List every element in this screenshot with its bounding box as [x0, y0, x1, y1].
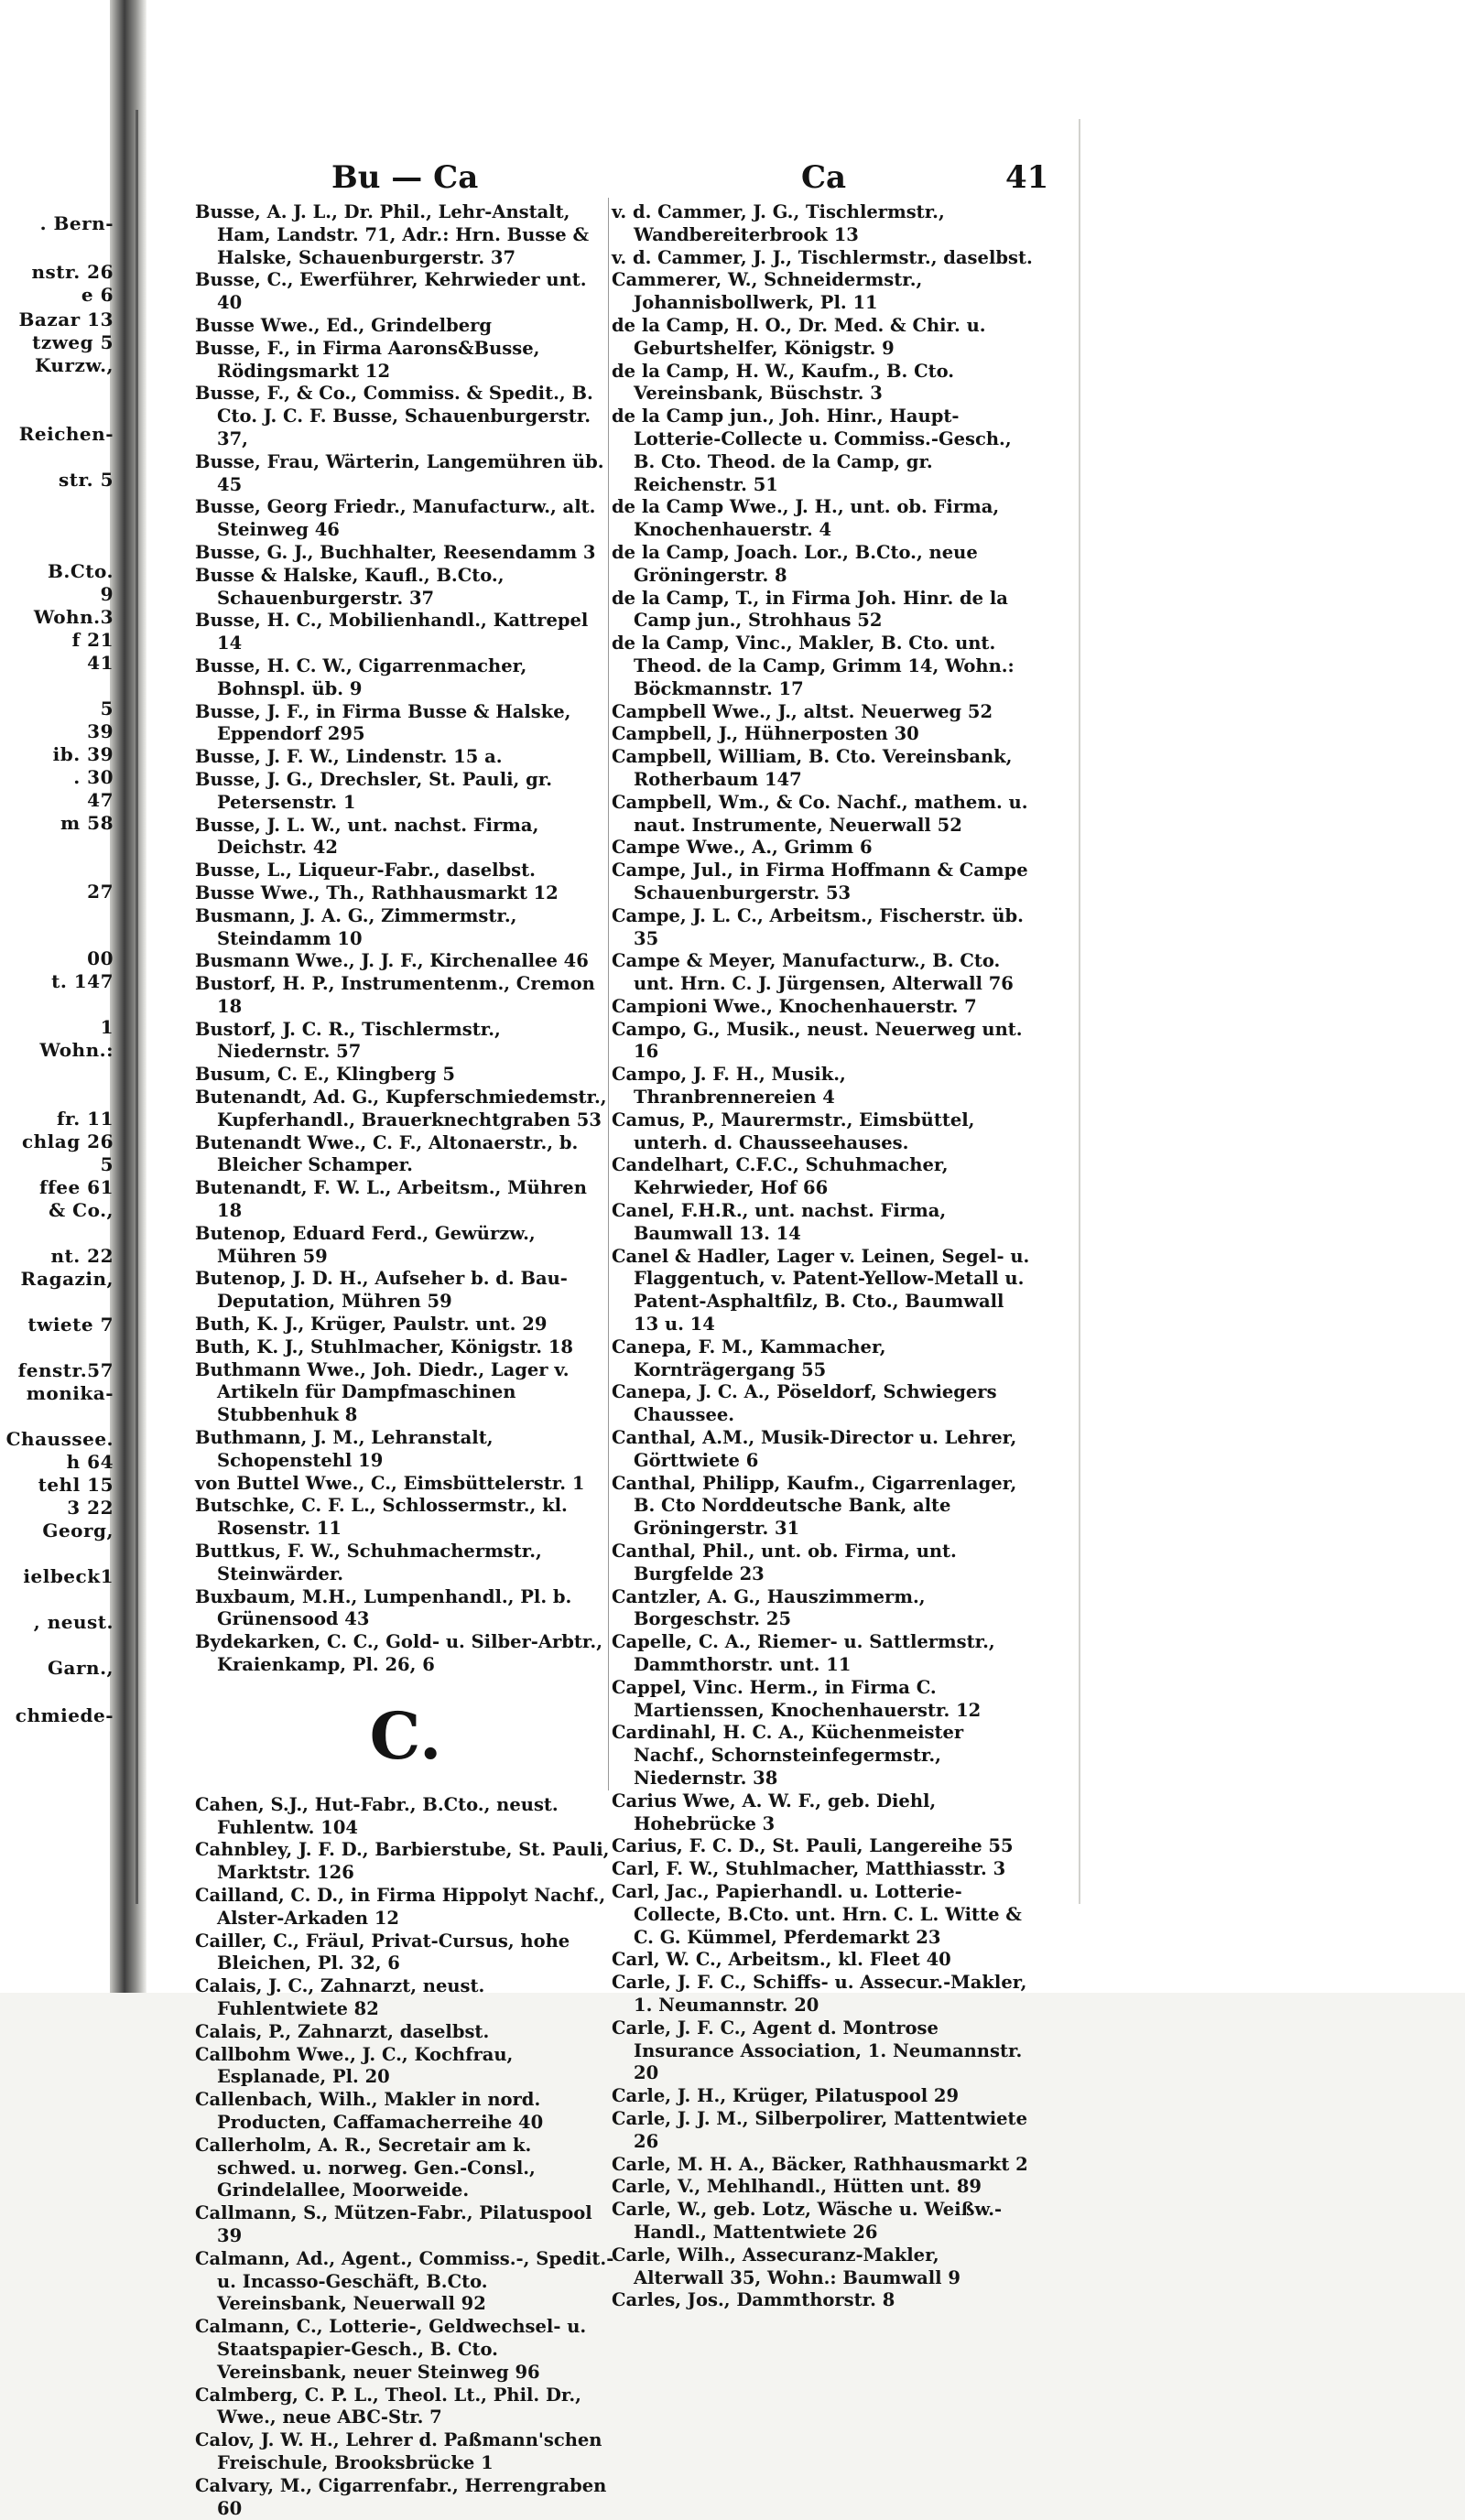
- directory-entry: Busse Wwe., Th., Rathhausmarkt 12: [195, 881, 559, 903]
- directory-entry: Campo, J. F. H., Musik., Thranbrennereien 4: [612, 1064, 846, 1109]
- facing-page-line: tehl 15: [38, 1474, 114, 1496]
- directory-entry: Carle, V., Mehlhandl., Hütten unt. 89: [612, 2176, 982, 2198]
- directory-entry: Calmann, C., Lotterie-, Geldwechsel- u. Staatspapier-Gesch., B. Cto. Vereinsbank, neuer Steinweg 96: [195, 2316, 587, 2383]
- directory-entry: Buthmann Wwe., Joh. Diedr., Lager v. Artikeln für Dampfmaschinen Stubbenhuk 8: [195, 1358, 570, 1426]
- directory-entry: Cahen, S.J., Hut-Fabr., B.Cto., neust. Fuhlentw. 104: [195, 1793, 559, 1838]
- directory-entry: Carle, J. F. C., Agent d. Montrose Insurance Association, 1. Neumannstr. 20: [612, 2017, 1023, 2084]
- directory-entry: Calais, J. C., Zahnarzt, neust. Fuhlentwiete 82: [195, 1975, 485, 2019]
- directory-entry: de la Camp, T., in Firma Joh. Hinr. de la Camp jun., Strohhaus 52: [612, 587, 1008, 632]
- directory-entry: Campo, G., Musik., neust. Neuerweg unt. 16: [612, 1018, 1023, 1063]
- directory-entry: Busse, Frau, Wärterin, Langemühren üb. 45: [195, 450, 604, 495]
- directory-entry: Cammerer, W., Schneidermstr., Johannisbollwerk, Pl. 11: [612, 269, 923, 314]
- facing-page-line: Bazar 13: [18, 308, 114, 330]
- directory-entry: Carius, F. C. D., St. Pauli, Langereihe 55: [612, 1835, 1014, 1857]
- directory-entry: Carles, Jos., Dammthorstr. 8: [612, 2289, 895, 2311]
- directory-entry: Cappel, Vinc. Herm., in Firma C. Martienssen, Knochenhauerstr. 12: [612, 1676, 982, 1721]
- directory-entry: Carle, J. H., Krüger, Pilatuspool 29: [612, 2085, 960, 2107]
- directory-entry: Carl, F. W., Stuhlmacher, Matthiasstr. 3: [612, 1858, 1006, 1880]
- left-column: [195, 201, 616, 2520]
- facing-page-line: ffee 61: [39, 1176, 114, 1198]
- directory-entry: Busum, C. E., Klingberg 5: [195, 1064, 455, 1086]
- directory-entry: Carle, Wilh., Assecuranz-Makler, Alterwall 35, Wohn.: Baumwall 9: [612, 2244, 960, 2288]
- facing-page-line: monika-: [26, 1382, 114, 1404]
- directory-entry: Bydekarken, C. C., Gold- u. Silber-Arbtr., Kraienkamp, Pl. 26, 6: [195, 1631, 602, 1675]
- directory-entry: Callenbach, Wilh., Makler in nord. Producten, Caffamacherreihe 40: [195, 2089, 544, 2133]
- directory-entry: Butenandt, F. W. L., Arbeitsm., Mühren 18: [195, 1177, 587, 1222]
- directory-entry: Campe, J. L. C., Arbeitsm., Fischerstr. üb. 35: [612, 904, 1024, 949]
- directory-entry: Canepa, J. C. A., Pöseldorf, Schwiegers Chaussee.: [612, 1381, 997, 1426]
- section-letter: C.: [369, 1697, 442, 1774]
- facing-page-line: Georg,: [42, 1520, 114, 1541]
- directory-entry: Candelhart, C.F.C., Schuhmacher, Kehrwieder, Hof 66: [612, 1154, 949, 1199]
- facing-page-line: f 21: [71, 629, 114, 651]
- directory-entry: Carle, J. F. C., Schiffs- u. Assecur.-Makler, 1. Neumannstr. 20: [612, 1972, 1027, 2016]
- directory-entry: de la Camp, H. W., Kaufm., B. Cto. Vereinsbank, Büschstr. 3: [612, 360, 955, 405]
- facing-page-line: 3 22: [67, 1497, 114, 1519]
- running-head-center: Ca: [801, 159, 847, 196]
- directory-entry: Cailland, C. D., in Firma Hippolyt Nachf., Alster-Arkaden 12: [195, 1884, 606, 1929]
- facing-page-line: Garn.,: [47, 1657, 114, 1679]
- facing-page-line: chlag 26: [21, 1130, 114, 1152]
- directory-entry: de la Camp, H. O., Dr. Med. & Chir. u. Geburtshelfer, Königstr. 9: [612, 314, 986, 359]
- facing-page-line: Wohn.:: [39, 1039, 114, 1061]
- facing-page-line: Ragazin,: [20, 1268, 114, 1290]
- column-divider: [608, 198, 609, 1790]
- facing-page-line: str. 5: [58, 469, 114, 491]
- directory-entry: Busse, J. G., Drechsler, St. Pauli, gr. Petersenstr. 1: [195, 768, 552, 813]
- directory-entry: Cantzler, A. G., Hauszimmerm., Borgeschstr. 25: [612, 1585, 926, 1630]
- directory-entry: Buxbaum, M.H., Lumpenhandl., Pl. b. Grünensood 43: [195, 1585, 572, 1630]
- facing-page-line: Chaussee.: [5, 1428, 114, 1450]
- directory-entry: Canel & Hadler, Lager v. Leinen, Segel- u. Flaggentuch, v. Patent-Yellow-Metall u. Patent-Asphaltfilz, B. Cto., Baumwall 13 u. 14: [612, 1245, 1030, 1336]
- directory-entry: Buttkus, F. W., Schuhmachermstr., Steinwärder.: [195, 1541, 542, 1584]
- facing-page-line: 9: [100, 583, 114, 605]
- directory-entry: Calmann, Ad., Agent., Commiss.-, Spedit.- u. Incasso-Geschäft, B.Cto. Vereinsbank, Neuerwall 92: [195, 2247, 614, 2315]
- facing-page-line: . Bern-: [39, 212, 114, 234]
- directory-entry: Busse, C., Ewerführer, Kehrwieder unt. 40: [195, 269, 587, 314]
- directory-entry: Campe, Jul., in Firma Hoffmann & Campe Schauenburgerstr. 53: [612, 860, 1028, 903]
- facing-page-line: fr. 11: [56, 1108, 114, 1130]
- directory-entry: Busse, H. C., Mobilienhandl., Kattrepel 14: [195, 610, 589, 654]
- directory-entry: Busse Wwe., Ed., Grindelberg: [195, 314, 493, 336]
- directory-entry: v. d. Cammer, J. G., Tischlermstr., Wandbereiterbrook 13: [612, 201, 945, 245]
- directory-entry: Canel, F.H.R., unt. nachst. Firma, Baumwall 13. 14: [612, 1200, 947, 1244]
- facing-page-line: chmiede-: [15, 1704, 114, 1726]
- right-column: [612, 201, 1035, 2312]
- directory-entry: Canepa, F. M., Kammacher, Kornträgergang 55: [612, 1336, 886, 1380]
- facing-page-line: ielbeck1: [23, 1565, 114, 1587]
- directory-entry: Calov, J. W. H., Lehrer d. Paßmann'schen Freischule, Brooksbrücke 1: [195, 2429, 602, 2473]
- directory-entry: Busse, J. F. W., Lindenstr. 15 a.: [195, 746, 503, 768]
- left-column-entries: [195, 201, 616, 1677]
- facing-page-line: 47: [87, 789, 114, 811]
- directory-entry: Bustorf, J. C. R., Tischlermstr., Niedernstr. 57: [195, 1018, 501, 1063]
- directory-entry: Buth, K. J., Krüger, Paulstr. unt. 29: [195, 1314, 548, 1336]
- page-edge: [1079, 119, 1080, 1904]
- directory-entry: Busse & Halske, Kaufl., B.Cto., Schauenburgerstr. 37: [195, 564, 505, 609]
- directory-entry: Busmann, J. A. G., Zimmermstr., Steindamm 10: [195, 904, 517, 949]
- facing-page-line: fenstr.57: [17, 1359, 114, 1381]
- running-head-left: Bu — Ca: [331, 159, 479, 196]
- facing-page-line: 41: [87, 652, 114, 674]
- facing-page-line: . 30: [73, 766, 114, 788]
- directory-entry: Callerholm, A. R., Secretair am k. schwed. u. norweg. Gen.-Consl., Grindelallee, Moorweide.: [195, 2134, 536, 2201]
- directory-entry: Busse, F., in Firma Aarons&Busse, Rödingsmarkt 12: [195, 337, 540, 382]
- directory-entry: Carl, Jac., Papierhandl. u. Lotterie-Collecte, B.Cto. unt. Hrn. C. L. Witte & C. G. Kümmel, Pferdemarkt 23: [612, 1880, 1022, 1948]
- directory-entry: de la Camp jun., Joh. Hinr., Haupt-Lotterie-Collecte u. Commiss.-Gesch., B. Cto. Theod. de la Camp, gr. Reichenstr. 51: [612, 406, 1012, 495]
- directory-entry: Buth, K. J., Stuhlmacher, Königstr. 18: [195, 1336, 573, 1357]
- directory-entry: de la Camp, Vinc., Makler, B. Cto. unt. Theod. de la Camp, Grimm 14, Wohn.: Böckmannstr. 17: [612, 633, 1015, 699]
- directory-entry: Camus, P., Maurermstr., Eimsbüttel, unterh. d. Chausseehauses.: [612, 1109, 975, 1153]
- directory-entry: Campbell, J., Hühnerposten 30: [612, 723, 919, 745]
- directory-entry: Campbell, William, B. Cto. Vereinsbank, Rotherbaum 147: [612, 746, 1013, 790]
- facing-page-line: e 6: [81, 284, 114, 306]
- facing-page-line: 1: [100, 1016, 114, 1038]
- directory-entry: Cahnbley, J. F. D., Barbierstube, St. Pauli, Marktstr. 126: [195, 1839, 610, 1884]
- facing-page-fragment: [0, 183, 117, 1922]
- directory-entry: Carle, W., geb. Lotz, Wäsche u. Weißw.-Handl., Mattentwiete 26: [612, 2199, 1003, 2243]
- facing-page-line: 5: [100, 698, 114, 719]
- facing-page-line: t. 147: [51, 970, 114, 992]
- facing-page-line: tzweg 5: [32, 331, 114, 353]
- directory-entry: de la Camp Wwe., J. H., unt. ob. Firma, Knochenhauerstr. 4: [612, 496, 1000, 541]
- directory-entry: Campioni Wwe., Knochenhauerstr. 7: [612, 995, 977, 1017]
- directory-entry: von Buttel Wwe., C., Eimsbüttelerstr. 1: [195, 1472, 585, 1494]
- directory-entry: Busse, J. L. W., unt. nachst. Firma, Deichstr. 42: [195, 814, 539, 859]
- directory-entry: Busse, J. F., in Firma Busse & Halske, Eppendorf 295: [195, 700, 571, 745]
- facing-page-line: ib. 39: [52, 743, 114, 765]
- facing-page-line: Reichen-: [18, 423, 114, 445]
- directory-entry: Cardinahl, H. C. A., Küchenmeister Nachf., Schornsteinfegermstr., Niedernstr. 38: [612, 1722, 964, 1789]
- facing-page-line: & Co.,: [49, 1199, 114, 1221]
- directory-entry: Canthal, A.M., Musik-Director u. Lehrer, Görttwiete 6: [612, 1427, 1017, 1471]
- directory-entry: Calvary, M., Cigarrenfabr., Herrengraben 60: [195, 2474, 607, 2519]
- directory-entry: de la Camp, Joach. Lor., B.Cto., neue Gröningerstr. 8: [612, 541, 978, 586]
- directory-entry: Capelle, C. A., Riemer- u. Sattlermstr., Dammthorstr. unt. 11: [612, 1631, 995, 1675]
- directory-entry: Canthal, Phil., unt. ob. Firma, unt. Burgfelde 23: [612, 1541, 957, 1584]
- directory-entry: Carius Wwe, A. W. F., geb. Diehl, Hohebrücke 3: [612, 1790, 937, 1834]
- directory-entry: Calmberg, C. P. L., Theol. Lt., Phil. Dr., Wwe., neue ABC-Str. 7: [195, 2384, 581, 2428]
- facing-page-line: 5: [100, 1153, 114, 1175]
- right-column-entries: [612, 201, 1035, 2312]
- left-column-c-entries: [195, 1794, 616, 2520]
- directory-entry: Callbohm Wwe., J. C., Kochfrau, Esplanade, Pl. 20: [195, 2043, 514, 2088]
- directory-entry: Busse, F., & Co., Commiss. & Spedit., B. Cto. J. C. F. Busse, Schauenburgerstr. 37,: [195, 383, 593, 449]
- directory-entry: Butenop, Eduard Ferd., Gewürzw., Mühren 59: [195, 1222, 536, 1267]
- facing-page-line: Kurzw.,: [34, 354, 114, 376]
- directory-entry: Busse, G. J., Buchhalter, Reesendamm 3: [195, 541, 596, 563]
- directory-entry: Busse, L., Liqueur-Fabr., daselbst.: [195, 860, 536, 881]
- facing-page-line: 39: [87, 720, 114, 742]
- facing-page-line: nstr. 26: [31, 261, 114, 283]
- directory-entry: Campbell Wwe., J., altst. Neuerweg 52: [612, 700, 993, 722]
- directory-entry: Butenop, J. D. H., Aufseher b. d. Bau-Deputation, Mühren 59: [195, 1268, 568, 1313]
- facing-page-line: Wohn.3: [33, 606, 114, 628]
- directory-entry: Butenandt Wwe., C. F., Altonaerstr., b. Bleicher Schamper.: [195, 1131, 579, 1176]
- directory-entry: Campbell, Wm., & Co. Nachf., mathem. u. naut. Instrumente, Neuerwall 52: [612, 791, 1028, 836]
- directory-entry: Busse, A. J. L., Dr. Phil., Lehr-Anstalt, Ham, Landstr. 71, Adr.: Hrn. Busse & Halske, Schauenburgerstr. 37: [195, 201, 590, 268]
- directory-entry: Busse, H. C. W., Cigarrenmacher, Bohnspl. üb. 9: [195, 654, 527, 699]
- facing-page-line: 00: [87, 947, 114, 969]
- directory-entry: Calais, P., Zahnarzt, daselbst.: [195, 2020, 490, 2042]
- directory-entry: Busse, Georg Friedr., Manufacturw., alt. Steinweg 46: [195, 496, 596, 541]
- directory-entry: Butenandt, Ad. G., Kupferschmiedemstr., Kupferhandl., Brauerknechtgraben 53: [195, 1087, 607, 1130]
- directory-entry: Busmann Wwe., J. J. F., Kirchenallee 46: [195, 950, 589, 972]
- facing-page-line: h 64: [66, 1451, 114, 1473]
- directory-entry: v. d. Cammer, J. J., Tischlermstr., daselbst.: [612, 246, 1033, 268]
- facing-page-line: 27: [87, 881, 114, 903]
- directory-entry: Campe Wwe., A., Grimm 6: [612, 837, 873, 859]
- directory-entry: Butschke, C. F. L., Schlossermstr., kl. Rosenstr. 11: [195, 1495, 568, 1540]
- directory-entry: Buthmann, J. M., Lehranstalt, Schopenstehl 19: [195, 1427, 494, 1471]
- facing-page-line: , neust.: [33, 1611, 114, 1633]
- page-number: 41: [1005, 159, 1049, 196]
- directory-entry: Cailler, C., Fräul, Privat-Cursus, hohe Bleichen, Pl. 32, 6: [195, 1930, 570, 1974]
- facing-page-line: m 58: [60, 812, 114, 834]
- gutter-line: [136, 110, 138, 1904]
- directory-entry: Bustorf, H. P., Instrumentenm., Cremon 18: [195, 973, 595, 1017]
- facing-page-line: nt. 22: [50, 1245, 114, 1267]
- facing-page-line: B.Cto.: [48, 560, 114, 582]
- directory-entry: Carl, W. C., Arbeitsm., kl. Fleet 40: [612, 1949, 951, 1971]
- directory-entry: Carle, M. H. A., Bäcker, Rathhausmarkt 2: [612, 2153, 1028, 2175]
- directory-entry: Campe & Meyer, Manufacturw., B. Cto. unt. Hrn. C. J. Jürgensen, Alterwall 76: [612, 950, 1014, 995]
- directory-entry: Canthal, Philipp, Kaufm., Cigarrenlager, B. Cto Norddeutsche Bank, alte Gröningerstr. 31: [612, 1472, 1017, 1540]
- directory-entry: Carle, J. J. M., Silberpolirer, Mattentwiete 26: [612, 2107, 1027, 2152]
- facing-page-line: twiete 7: [27, 1314, 114, 1336]
- directory-entry: Callmann, S., Mützen-Fabr., Pilatuspool 39: [195, 2202, 592, 2246]
